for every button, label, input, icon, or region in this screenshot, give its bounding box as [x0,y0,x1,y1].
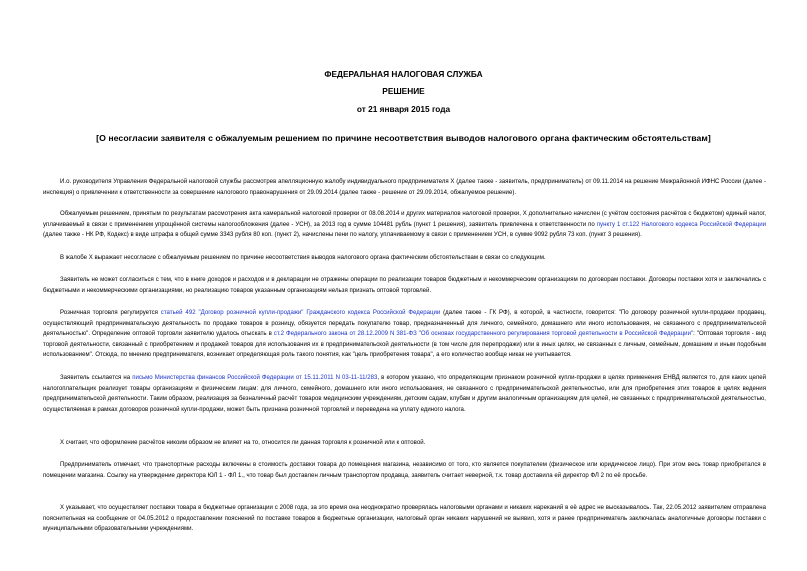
paragraph-5-text-c: : "Оптовая торговля - вид торговой деятельности, связанный с приобретением и продажей товаров для использования их в предпринимательской деятельности (в том числе для перепродажи) или в иных целях, не связанных с личным, семейным, домашним и иным подобным использованием". Отсюда, по мнению предпринимателя, возникает определяющая роль такого понятия, как "цель приобретения товара", а его количество вообще никак не учитывается. [43,331,766,359]
gk-rf-article-492-link[interactable]: статьей 492 "Договор розничной купли-продажи" Гражданского кодекса Российской Федерации [160,310,441,316]
paragraph-6-text-b: , в котором указано, что определяющим признаком розничной купли-продажи в целях применения ЕНВД является то, для каких целей налогоплательщик реализует товары организациям и физическим лицам: для личного, семейного, домашнего или иного использования, не связанного с предпринимательской деятельностью, или для приобретения этих товаров в целях ведения предпринимательской деятельности. Таким образом, реализация за безналичный расчёт товаров медицинским учреждениям, детским садам, клубам и другим аналогичным организациям для целей, не связанных с предпринимательской деятельностью, осуществляемая в рамках договоров розничной купли-продажи, может быть признана розничной торговлей и переведена на уплату единого налога. [43,375,766,413]
document-date: от 21 января 2015 года [356,104,451,114]
agency-title: ФЕДЕРАЛЬНАЯ НАЛОГОВАЯ СЛУЖБА [324,69,483,79]
paragraph-8: Предприниматель отмечает, что транспортные расходы включены в стоимость доставки товара до помещения магазина, независимо от того, кто является покупателем (физическое или юридическое лицо). При этом весь товар приобретался в помещении магазина. Ссылку на утверждение директора ЮЛ 1 - ФЛ 1., что товар был доставлен личным транспортом продавца, заявитель считает неверной, т.к. товар доставила ей директор ФЛ 2 по её просьбе. [43,462,766,479]
nk-rf-article-122-link[interactable]: пункту 1 ст.122 Налогового кодекса Российской Федерации [596,221,766,228]
paragraph-5-text-a: Розничная торговля регулируется [60,310,161,316]
paragraph-5-text-b: (далее также - ГК РФ), в которой, в частности, говорится: "По договору розничной купли-продажи продавец, осуществляющий предпринимательскую деятельность по продаже товаров в розницу, обязуется передать покупателю товар, предназначенный для личного, семейного, домашнего или иного использования, не связанного с предпринимательской деятельностью". Определение оптовой торговли заявителю удалось отыскать в [43,310,766,338]
federal-law-381-link[interactable]: ст.2 Федерального закона от 28.12.2009 N 381-ФЗ "Об основах государственного регулирования торговой деятельности в Российской Федерации" [273,331,694,338]
document-subject: [О несогласии заявителя с обжалуемым решением по причине несоответствия выводов налогового органа фактическим обстоятельствам] [96,133,711,143]
paragraph-3: В жалобе Х выражает несогласие с обжалуемым решением по причине несоответствия выводов налогового органа фактическим обстоятельствам в связи со следующим. [60,255,546,261]
paragraph-5 [43,308,766,361]
paragraph-6-text-a: Заявитель ссылается на [60,375,133,381]
paragraph-2-text-a: Обжалуемым решением, принятым по результатам рассмотрения акта камеральной налоговой проверки от 08.08.2014 и других материалов налоговой проверки, Х дополнительно начислен (с учётом состояния расчётов с бюджетом) единый налог, уплачиваемый в связи с применением упрощённой системы налогообложения (далее - УСН), за 2013 год в сумме 104481 рубль (пункт 1 решения), заявитель привлечена к ответственности по [43,211,766,228]
paragraph-7: Х считает, что оформление расчётов никоим образом не влияет на то, относится ли данная торговля к розничной или к оптовой. [60,440,426,446]
paragraph-6 [43,373,766,415]
paragraph-1: И.о. руководителя Управления Федеральной налоговой службы рассмотрев апелляционную жалобу индивидуального предпринимателя Х (далее также - заявитель, предприниматель) от 09.11.2014 на решение Межрайонной ИФНС России (далее - инспекция) о привлечении к ответственности за совершение налогового правонарушения от 29.09.2014 (далее также - решение от 29.09.2014, обжалуемое решение). [43,179,766,196]
paragraph-4: Заявитель не может согласиться с тем, что в книге доходов и расходов и в декларации не отражены операции по реализации товаров бюджетным и некоммерческим организациям по договорам поставки. Договоры поставки хотя и заключались с бюджетными и некоммерческими организациями, но реализацию товаров указанным организациям нельзя признать оптовой торговлей. [43,277,766,294]
minfin-letter-link[interactable]: письмо Министерства финансов Российской Федерации от 15.11.2011 N 03-11-11/283 [132,375,378,381]
document-type: РЕШЕНИЕ [382,86,425,96]
paragraph-2 [43,209,766,241]
paragraph-9: Х указывает, что осуществляет поставки товара в бюджетные организации с 2008 года, за это время она неоднократно проверялась налоговыми органами и никаких нареканий в её адрес не высказывалось. Так, 22.05.2012 заявителем отправлена пояснительная на сообщение от 04.05.2012 о предоставлении пояснений по поставке товаров в бюджетные организации, налоговый орган никаких нарушений не выявил, хотя и ранее предприниматель заключалась аналогичные договоры поставки с муниципальными образовательными учреждениями. [43,505,766,533]
paragraph-2-text-b: (далее также - НК РФ, Кодекс) в виде штрафа в общей сумме 3343 рубля 80 коп. (пункт 2), начислены пени по налогу, уплачиваемому в связи с применением УСН, в сумме 9092 рубля 73 коп. (пункт 3 решения). [43,232,642,239]
